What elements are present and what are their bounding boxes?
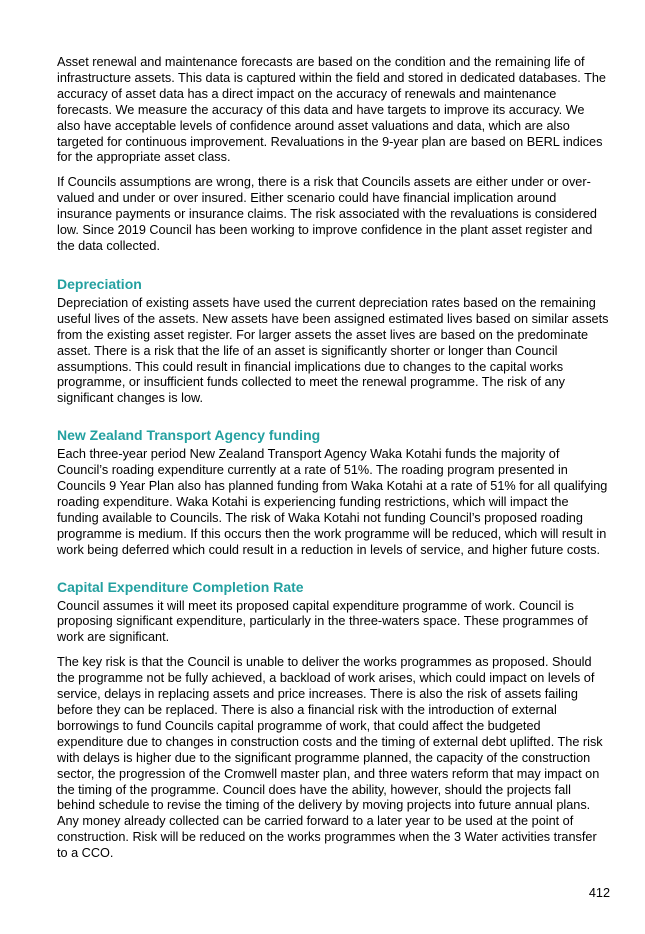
section-paragraph: Each three-year period New Zealand Transport Agency Waka Kotahi funds the majority of Council’s roading expenditure currently at a rate of 51%. The roading program presented in Councils 9 Year Plan also has planned funding from Waka Kotahi at a rate of 51% for all qualifying roading expenditure. Waka Kotahi is experiencing funding restrictions, which will impact the funding available to Councils. The risk of Waka Kotahi not funding Council’s proposed roading programme is medium. If this occurs then the work programme will be reduced, which will result in work being deferred which could result in a reduction in levels of service, and higher future costs.	[57, 447, 608, 557]
section-capex-completion	[57, 579, 609, 863]
page-number: 412	[588, 886, 610, 900]
section-heading-capex-completion: Capital Expenditure Completion Rate	[57, 578, 304, 595]
section-heading-depreciation: Depreciation	[57, 275, 142, 292]
section-paragraph: The key risk is that the Council is unable to deliver the works programmes as proposed. Should the programme not be fully achieved, a backload of work arises, which could impact on levels of service, delays in replacing assets and price increases. There is also the risk of assets failing before they can be replaced. There is also a financial risk with the introduction of external borrowings to fund Councils capital programme of work, that could affect the budgeted expenditure due to changes in construction costs and the timing of external debt uplifted. The risk with delays is higher due to the significant programme planned, the capacity of the construction sector, the progression of the Cromwell master plan, and three waters reform that may impact on the timing of the programme. Council does have the ability, however, should the projects fall behind schedule to revise the timing of the delivery by moving projects into future annual plans. Any money already collected can be carried forward to a later year to be used at the point of construction. Risk will be reduced on the works programmes when the 3 Water activities transfer to a CCO.	[57, 655, 603, 861]
section-heading-nzta-funding: New Zealand Transport Agency funding	[57, 427, 321, 444]
document-page	[57, 55, 609, 871]
intro-paragraph-assumptions-risk: If Councils assumptions are wrong, there is a risk that Councils assets are either under or over-valued and under or over insured. Either scenario could have financial implication around insurance payments or insurance claims. The risk associated with the revaluations is considered low. Since 2019 Council has been working to improve confidence in the plant asset register and the data collected.	[57, 175, 597, 253]
section-paragraph: Depreciation of existing assets have used the current depreciation rates based on the remaining useful lives of the assets. New assets have been assigned estimated lives based on similar assets from the existing asset register. For larger assets the asset lives are based on the predominate asset. There is a risk that the life of an asset is significantly shorter or longer than Council assumptions. This could result in financial implications due to changes to the capital works programme, or insufficient funds collected to meet the renewal programme. The risk of any significant changes is low.	[57, 295, 609, 406]
intro-block	[57, 55, 609, 255]
section-depreciation	[57, 276, 609, 407]
section-nzta-funding	[57, 427, 609, 558]
section-paragraph: Council assumes it will meet its proposed capital expenditure programme of work. Council is proposing significant expenditure, particularly in the three-waters space. These programmes of work are significant.	[57, 598, 588, 645]
intro-paragraph-asset-renewal: Asset renewal and maintenance forecasts are based on the condition and the remaining life of infrastructure assets. This data is captured within the field and stored in dedicated databases. The accuracy of asset data has a direct impact on the accuracy of renewals and maintenance forecasts. We measure the accuracy of this data and have targets to improve its accuracy. We also have acceptable levels of confidence around asset valuations and data, which are also targeted for continuous improvement. Revaluations in the 9-year plan are based on BERL indices for the appropriate asset class.	[57, 55, 606, 165]
